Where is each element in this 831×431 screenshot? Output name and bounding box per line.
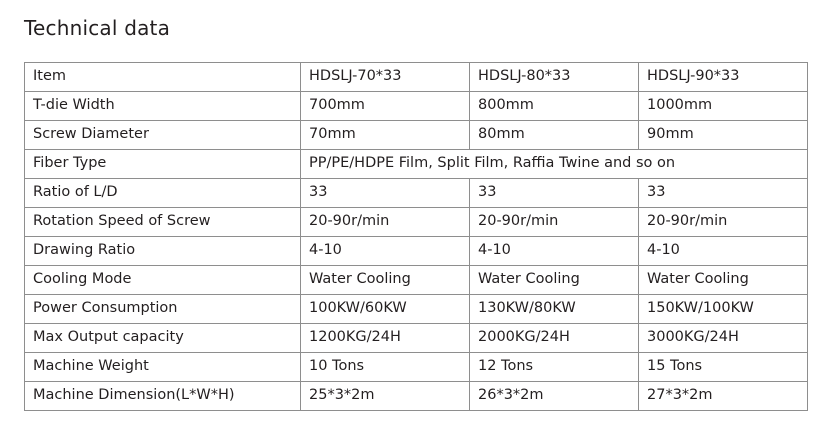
cell-item: Ratio of L/D: [25, 179, 301, 208]
cell-value-1: 10 Tons: [301, 353, 470, 382]
cell-item: Machine Dimension(L*W*H): [25, 382, 301, 411]
cell-value-2: 4-10: [470, 237, 639, 266]
cell-item: T-die Width: [25, 92, 301, 121]
cell-value-2: 80mm: [470, 121, 639, 150]
cell-value-1: 1200KG/24H: [301, 324, 470, 353]
cell-value-1: 700mm: [301, 92, 470, 121]
table-row: [25, 63, 808, 92]
cell-value-2: 130KW/80KW: [470, 295, 639, 324]
cell-value-3: 15 Tons: [639, 353, 808, 382]
cell-value-3: 3000KG/24H: [639, 324, 808, 353]
cell-value-3: 20-90r/min: [639, 208, 808, 237]
cell-value-2: 12 Tons: [470, 353, 639, 382]
cell-value-2: 26*3*2m: [470, 382, 639, 411]
cell-value-2: 20-90r/min: [470, 208, 639, 237]
cell-value-2: 33: [470, 179, 639, 208]
table-row: [25, 92, 808, 121]
cell-value-1: 20-90r/min: [301, 208, 470, 237]
table-row: [25, 382, 808, 411]
cell-value-1: 4-10: [301, 237, 470, 266]
table-row: [25, 324, 808, 353]
table-row: [25, 266, 808, 295]
cell-value-3: 90mm: [639, 121, 808, 150]
cell-value-3: 27*3*2m: [639, 382, 808, 411]
cell-item: Fiber Type: [25, 150, 301, 179]
table-row: [25, 237, 808, 266]
cell-value-2: Water Cooling: [470, 266, 639, 295]
cell-value-1: 25*3*2m: [301, 382, 470, 411]
cell-value-2: HDSLJ-80*33: [470, 63, 639, 92]
cell-value-2: 800mm: [470, 92, 639, 121]
table-body: [25, 63, 808, 411]
cell-value-3: 4-10: [639, 237, 808, 266]
table-row: [25, 353, 808, 382]
cell-value-3: Water Cooling: [639, 266, 808, 295]
cell-item: Machine Weight: [25, 353, 301, 382]
cell-item: Max Output capacity: [25, 324, 301, 353]
cell-item: Item: [25, 63, 301, 92]
cell-value-1: 100KW/60KW: [301, 295, 470, 324]
cell-value-3: HDSLJ-90*33: [639, 63, 808, 92]
table-row: [25, 295, 808, 324]
table-row: [25, 150, 808, 179]
cell-value-1: Water Cooling: [301, 266, 470, 295]
cell-item: Screw Diameter: [25, 121, 301, 150]
table-row: [25, 179, 808, 208]
table-row: [25, 121, 808, 150]
cell-value-1: HDSLJ-70*33: [301, 63, 470, 92]
cell-item: Power Consumption: [25, 295, 301, 324]
table-row: [25, 208, 808, 237]
cell-value-3: 33: [639, 179, 808, 208]
cell-item: Cooling Mode: [25, 266, 301, 295]
cell-value-3: 150KW/100KW: [639, 295, 808, 324]
cell-item: Rotation Speed of Screw: [25, 208, 301, 237]
page-title: Technical data: [24, 16, 171, 40]
cell-item: Drawing Ratio: [25, 237, 301, 266]
cell-value-1: 70mm: [301, 121, 470, 150]
cell-value-3: 1000mm: [639, 92, 808, 121]
technical-data-table: [24, 62, 808, 411]
cell-value-1: 33: [301, 179, 470, 208]
technical-data-table-container: [24, 62, 807, 411]
cell-value-merged: PP/PE/HDPE Film, Split Film, Raffia Twine and so on: [301, 150, 808, 179]
cell-value-2: 2000KG/24H: [470, 324, 639, 353]
